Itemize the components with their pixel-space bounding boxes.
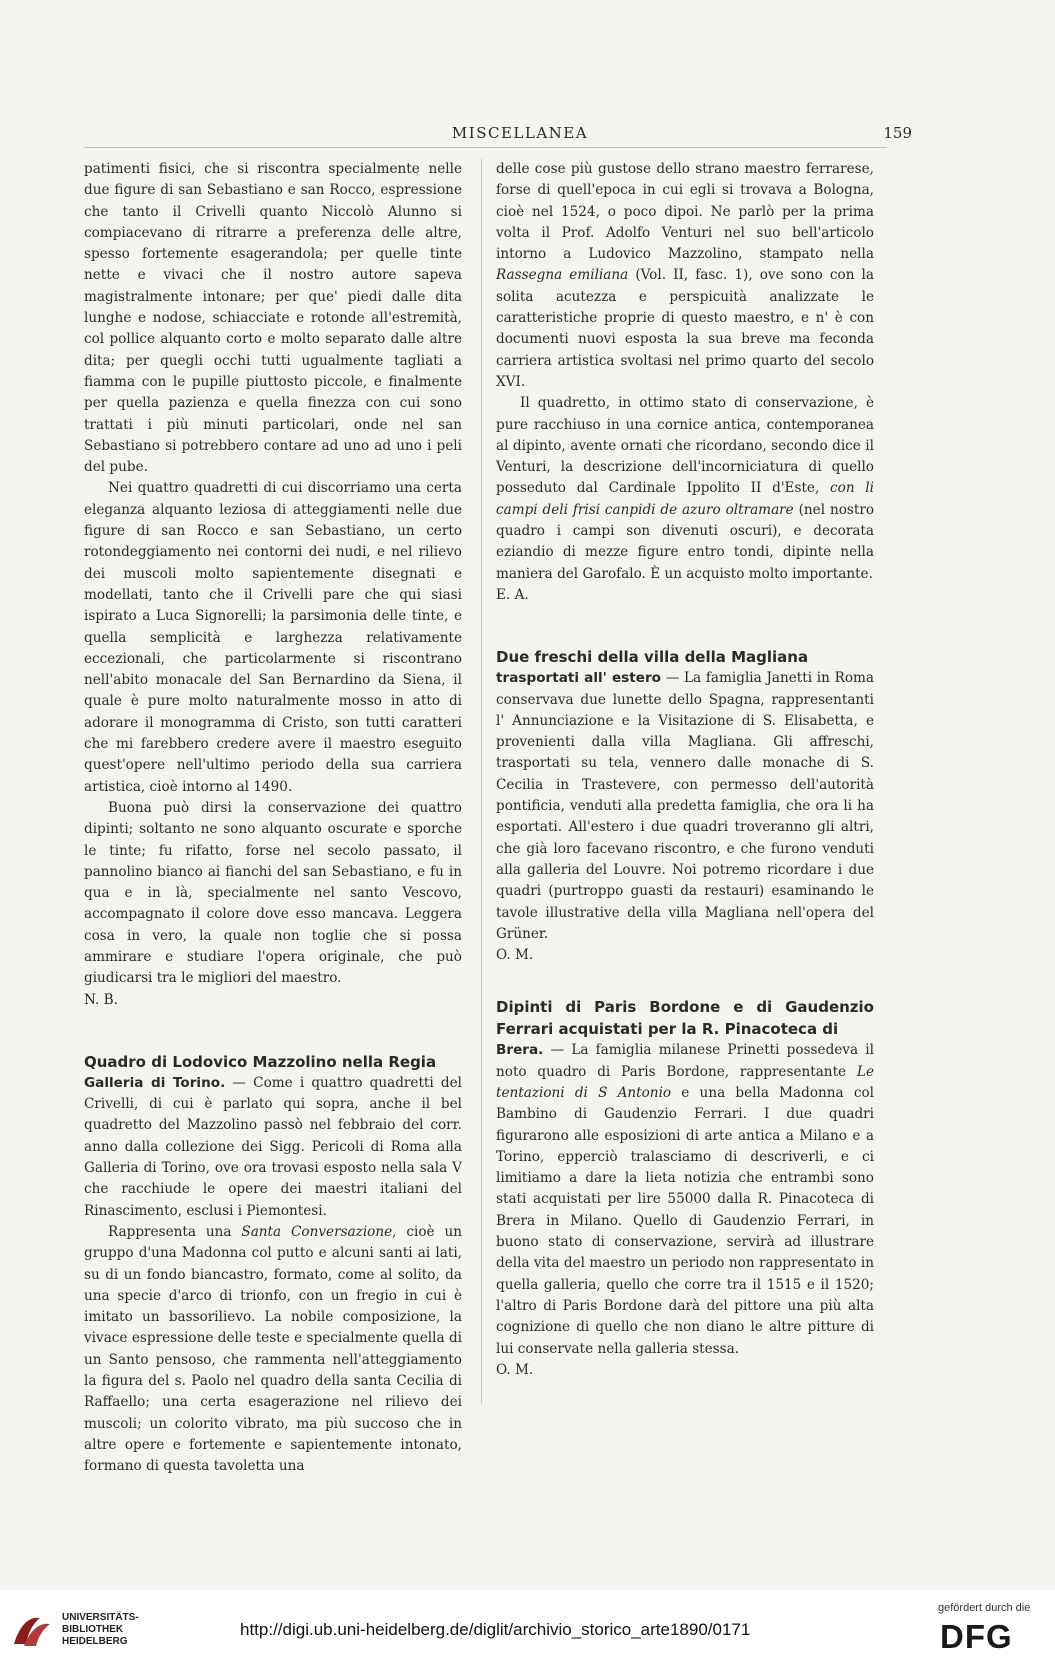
paragraph-text: delle cose più gustose dello strano maestro ferrarese, forse di quell'epoca in cui egli si trovava a Bologna, cioè nel 1524, o poco dipoi. Ne parlò per la prima volta il Prof. Adolfo Venturi nel suo bell'articolo intorno a Ludovico Mazzolino, stampato nella — [496, 161, 874, 263]
running-title: MISCELLANEA — [451, 124, 589, 142]
paragraph — [496, 668, 874, 945]
paragraph-text: — Come i quattro quadretti del Crivelli, di cui è parlato qui sopra, anche il bel quadretto del Mazzolino passò nel febbraio del corr. anno dalla collezione dei Sigg. Pericoli di Roma alla Galleria di Torino, ove ora trovasi esposto nella sala V che racchiude le opere dei maestri italiani del Rinascimento, esclusi i Piemontesi. — [84, 1074, 462, 1219]
italic-title: Rassegna emiliana — [496, 267, 629, 284]
paragraph-text: Il quadretto, in ottimo stato di conservazione, è pure racchiuso in una cornice antica, contemporanea al dipinto, avente ornati che ricordano, secondo dice il Venturi, la descrizione dell'incorniciatura di quello posseduto dal Cardinale Ippolito II d'Este, — [496, 395, 874, 497]
library-name-line: HEIDELBERG — [62, 1636, 128, 1647]
dfg-logo: DFG — [940, 1618, 1013, 1655]
library-name — [62, 1612, 139, 1648]
right-column — [496, 159, 874, 1381]
column-divider — [481, 159, 482, 1404]
section-heading: Quadro di Lodovico Mazzolino nella Regia — [84, 1052, 437, 1071]
italic-quote: con li campi deli frisi canpidi de azuro oltramare — [496, 480, 874, 518]
left-column — [84, 159, 462, 1478]
paragraph: Nei quattro quadretti di cui discorriamo una certa eleganza alquanto leziosa di atteggiamenti nelle due figure di san Rocco e san Sebastiano, un certo rotondeggiamento nei contorni dei nudi, e nel rilievo dei muscoli molto sapientemente disegnati e modellati, tanto che il Crivelli pare che qui siasi ispirato a Luca Signorelli; la parsimonia delle tinte, e quella semplicità e larghezza relativamente eccezionali, che particolarmente si riscontrano nell'abito monacale del San Bernardino da Siena, il quale è pure molto naturalmente mosso in atto di adorare il monogramma di Cristo, son tutti caratteri che mi farebbero credere avere il maestro eseguito quest'opere nell'ultimo periodo della sua carriera artistica, cioè intorno al 1490. — [84, 480, 462, 795]
section-heading-lead: Galleria di Torino. — [84, 1074, 226, 1091]
section-gap — [84, 1011, 462, 1051]
section-heading: Dipinti di Paris Bordone e di Gaudenzio Ferrari acquistati per la R. Pinacoteca di — [496, 998, 874, 1039]
section-gap — [496, 606, 874, 646]
paragraph-text: Rappresenta una — [108, 1223, 242, 1240]
signature: N. B. — [84, 991, 118, 1008]
paragraph-text: — La famiglia milanese Prinetti possedeva il noto quadro di Paris Bordone, rappresentante — [496, 1042, 874, 1080]
funded-by-label: gefördert durch die — [938, 1602, 1031, 1614]
italic-title: Santa Conversazione — [241, 1223, 393, 1240]
library-name-line: UNIVERSITÄTS- — [62, 1612, 139, 1623]
library-name-line: BIBLIOTHEK — [62, 1624, 124, 1635]
footer-bar — [0, 1590, 1055, 1658]
paragraph — [496, 1040, 874, 1359]
page-number: 159 — [883, 124, 912, 142]
section-gap — [496, 966, 874, 996]
paragraph-text: (Vol. II, fasc. 1), ove sono con la solita acutezza e perspicuità analizzate le caratteristiche proprie di questo maestro, e n' è con documenti nuovi esposta la sua breve ma feconda carriera artistica svoltasi nel primo quarto del secolo XVI. — [496, 267, 874, 390]
signature: O. M. — [496, 947, 534, 964]
paragraph — [496, 393, 874, 585]
paragraph-text: (nel nostro quadro i campi son divenuti oscuri), e decorata eziandio di mezze figure entro tondi, dipinte nella maniera del Garofalo. È un acquisto molto importante. — [496, 501, 875, 582]
signature: O. M. — [496, 1361, 534, 1378]
signature: E. A. — [496, 586, 529, 603]
paragraph-text: , cioè un gruppo d'una Madonna col putto e alcuni santi ai lati, su di un fondo biancastro, formato, come al solito, da una specie d'arco di trionfo, con un fregio in cui è imitato un bassorilievo. La nobile composizione, la vivace espressione delle teste e specialmente quella di un Santo pensoso, che rammenta nell'atteggiamento la figura del s. Paolo nel quadro della santa Cecilia di Raffaello; una certa esagerazione nel rilievo dei muscoli; un colorito vibrato, ma più succoso che in altre opere e fortemente e sapientemente intonato, formano di questa tavoletta una — [84, 1223, 463, 1475]
paragraph — [496, 159, 874, 393]
section-heading: Due freschi della villa della Magliana — [496, 648, 809, 667]
paragraph: Buona può dirsi la conservazione dei quattro dipinti; soltanto ne sono alquanto oscurate e sporche le tinte; fu rifatto, forse nel secolo passato, il pannolino bianco ai fianchi del san Sebastiano, e fu in qua e in là, specialmente nel santo Vescovo, accompagnato il colore dove esso mancava. Leggera cosa in vero, la quale non toglie che si possa ammirare e studiare l'opera originale, che può giudicarsi tra le migliori del maestro. — [84, 799, 462, 987]
paragraph-text: — La famiglia Janetti in Roma conservava due lunette dello Spagna, rappresentanti l' Annunciazione e la Visitazione di S. Elisabetta, e provenienti dalla villa Magliana. Gli affreschi, trasportati su tela, vennero dalle monache di S. Cecilia in Trastevere, con permesso dell'autorità pontificia, venduti alla predetta famiglia, che ora li ha esportati. All'estero i due quadri troveranno gli altri, che già loro facevano riscontro, e che furono venduti alla galleria del Louvre. Noi potremo ricordare i due quadri (purtroppo guasti da restauri) esaminando le tavole illustrative della villa Magliana nell'opera del Grüner. — [496, 670, 874, 942]
paragraph — [84, 1073, 462, 1222]
section-heading-lead: trasportati all' estero — [496, 670, 662, 687]
source-url-link[interactable]: http://digi.ub.uni-heidelberg.de/diglit/archivio_storico_arte1890/0171 — [240, 1620, 751, 1639]
italic-title: Le tentazioni di S Antonio — [496, 1063, 874, 1101]
paragraph: patimenti fisici, che si riscontra specialmente nelle due figure di san Sebastiano e san Rocco, espressione che tanto il Crivelli quanto Niccolò Alunno si compiacevano di ritrarre a preferenza delle altre, spesso fortemente esagerandola; per quelle tinte nette e vivaci che il nostro autore sapeva magistralmente intonare; per que' piedi dalle dita lunghe e nodose, schiacciate e rotonde all'estremità, col pollice alquanto corto e molto separato dalle altre dita; per quegli occhi tutti ugualmente tagliati a fiamma con le pupille piuttosto piccole, e finalmente per quella pazienza e quella finezza con cui sono trattati i più minuti particolari, onde nel san Sebastiano si potrebbero contare ad uno ad uno i peli del pube. — [84, 161, 462, 476]
section-heading-lead: Brera. — [496, 1042, 544, 1059]
paragraph — [84, 1222, 462, 1478]
header-rule — [84, 147, 887, 148]
paragraph-text: e una bella Madonna col Bambino di Gaudenzio Ferrari. I due quadri figurarono alle esposizioni di arte antica a Milano e a Torino, epperciò tralasciamo di descriverli, e ci limitiamo a dare la lieta notizia che entrambi sono stati acquistati per lire 55000 dalla R. Pinacoteca di Brera in Milano. Quello di Gaudenzio Ferrari, in buono stato di conservazione, servirà ad illustrare della vita del maestro un periodo non rappresentato in quella galleria, quello che corre tra il 1515 e il 1520; l'altro di Paris Bordone darà del pittore una più alta cognizione di quello che non diano le altre pitture di lui conservate nella galleria stessa. — [496, 1084, 874, 1357]
university-library-logo — [10, 1610, 54, 1652]
running-head — [0, 124, 1055, 146]
